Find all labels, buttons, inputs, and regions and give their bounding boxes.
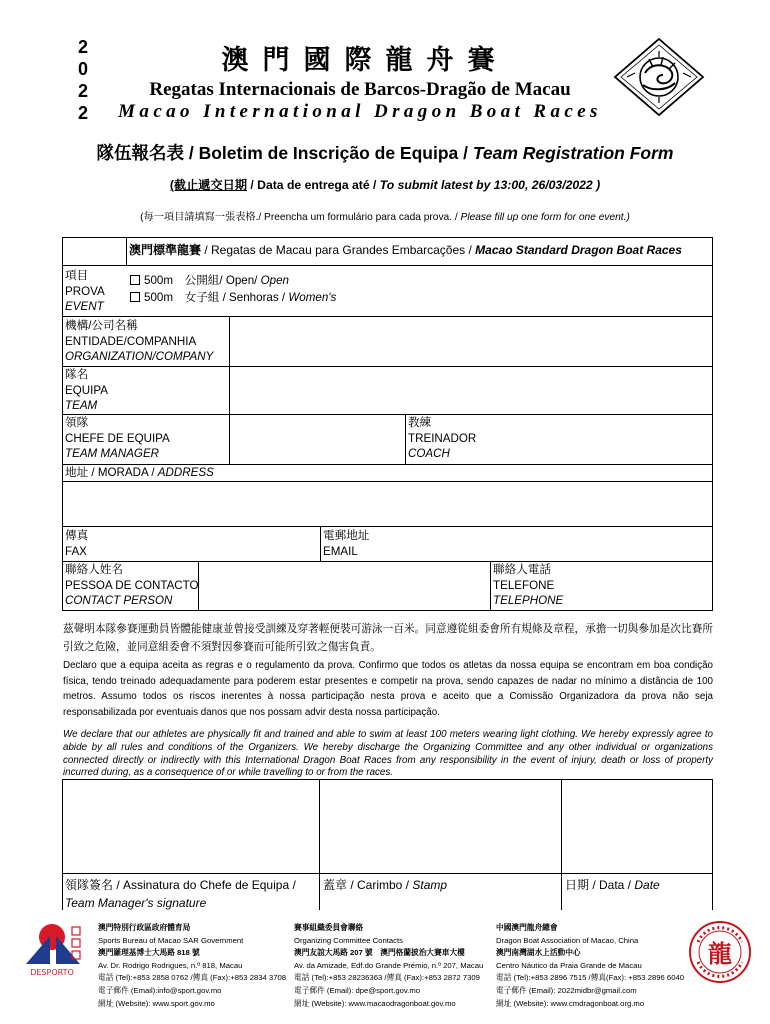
title-portuguese: Regatas Internacionais de Barcos-Dragão de Macau: [149, 79, 571, 100]
year-digit: 0: [77, 59, 88, 79]
deadline-cn: (截止遞交日期: [169, 178, 248, 192]
race-cn: 澳門標準龍賽: [129, 243, 202, 257]
organization-label: [65, 318, 230, 365]
email-label-cn: 電郵地址: [323, 529, 370, 542]
deadline-pt: / Data de entrega até /: [247, 178, 380, 192]
phone-label-cn: 聯絡人電話: [493, 563, 551, 576]
event-label-cn: 項目: [65, 269, 89, 282]
contact-person-label: [65, 562, 200, 609]
note-en: Please fill up one form for one event.): [460, 212, 630, 223]
fax-label: [65, 528, 185, 559]
deadline-notice: [0, 176, 770, 193]
footer-col3-line: 網址 (Website): www.cmdragonboat.org.mo: [496, 998, 645, 1008]
option-open-en: Open: [260, 274, 289, 287]
table-border: [62, 237, 63, 611]
stamp-label: [323, 876, 558, 894]
table-border: [62, 526, 713, 527]
form-title-en: Team Registration Form: [472, 143, 674, 163]
declaration-chinese: 茲聲明本隊參賽運動員皆體能健康並曾接受訓練及穿著輕便裝可游泳一百米。同意遵從組委會所有規條及章程，承擔一切與參加是次比賽所引致之危險，並同意組委會不須對因參賽而可能所引致之傷害負責。: [63, 623, 713, 653]
svg-text:龍: 龍: [708, 939, 732, 968]
manager-label-cn: 領隊: [65, 416, 89, 429]
footer-col2-line: 賽事組織委員會聯絡: [294, 923, 364, 932]
coach-label: [408, 415, 508, 462]
organization-field[interactable]: [231, 318, 711, 365]
signature-label-en: Team Manager's signature: [65, 896, 207, 910]
footer-col3-line: Dragon Boat Association of Macao, China: [496, 935, 639, 945]
contact-label-pt: PESSOA DE CONTACTO: [65, 578, 199, 592]
event-label-pt: PROVA: [65, 284, 105, 298]
contact-person-field[interactable]: [200, 563, 489, 609]
table-border: [62, 265, 713, 266]
stamp-box[interactable]: [321, 781, 560, 872]
race-pt: / Regatas de Macau para Grandes Embarcações /: [201, 243, 476, 257]
footer-dragon-boat-association: [496, 922, 684, 1010]
footer-col1-line: 電話 (Tel):+853 2858 0762 /傳真 (Fax):+853 2834 3708: [98, 973, 287, 983]
title-chinese: 澳門國際龍舟賽: [221, 45, 509, 76]
table-border: [62, 779, 713, 780]
race-category-header: [129, 243, 709, 259]
team-label-cn: 隊名: [65, 368, 89, 381]
footer-col1-line: 電子郵件 (Email):info@sport.gov.mo: [98, 985, 222, 995]
logo-caption: DESPORTO: [30, 968, 74, 977]
table-border: [126, 237, 127, 266]
table-border: [319, 779, 320, 910]
coach-label-pt: TREINADOR: [408, 431, 477, 445]
signature-label-text: 領隊簽名 / Assinatura do Chefe de Equipa /: [65, 878, 296, 892]
contact-label-cn: 聯絡人姓名: [65, 563, 123, 576]
manager-label: [65, 415, 225, 462]
manager-signature-box[interactable]: [64, 781, 318, 872]
form-title-cn: 隊伍報名表: [96, 143, 185, 163]
deadline-en: To submit latest by 13:00, 26/03/2022 ): [379, 178, 601, 192]
team-field[interactable]: [231, 368, 711, 413]
phone-label-en: TELEPHONE: [493, 594, 564, 607]
table-border: [405, 414, 406, 465]
table-border: [62, 237, 713, 238]
year-digit: 2: [77, 103, 88, 123]
table-border: [712, 779, 713, 910]
manager-label-pt: CHEFE DE EQUIPA: [65, 431, 170, 445]
date-box[interactable]: [563, 781, 711, 872]
dragon-boat-logo: [613, 37, 705, 117]
footer-col2-line: Organizing Committee Contacts: [294, 935, 403, 945]
table-border: [561, 779, 562, 910]
footer-col2-line: 電子郵件 (Email): dpe@sport.gov.mo: [294, 985, 420, 995]
footer-col3-line: 電話 (Tel):+853 2896 7515 /傳真(Fax): +853 2896 6040: [496, 973, 685, 983]
note-text: (每一項目請填寫一張表格./ Preencha um formulário para cada prova. /: [140, 212, 461, 223]
fax-label-cn: 傳真: [65, 529, 89, 542]
contact-label-en: CONTACT PERSON: [65, 594, 173, 607]
table-border: [62, 873, 713, 874]
team-label: [65, 367, 225, 414]
footer-col1-line: Av. Dr. Rodrigo Rodrigues, n.º 818, Macau: [98, 960, 243, 970]
year-digit: 2: [77, 81, 88, 101]
footer-col1-line: 網址 (Website): www.sport.gov.mo: [98, 998, 215, 1008]
association-seal-icon: [688, 920, 752, 984]
footer-col1-line: 澳門特別行政區政府體育局: [98, 923, 191, 932]
race-en: Macao Standard Dragon Boat Races: [475, 243, 682, 257]
email-label: [323, 528, 443, 559]
coach-label-en: COACH: [408, 447, 450, 460]
footer-col2-line: 網址 (Website): www.macaodragonboat.gov.mo: [294, 998, 456, 1008]
checkbox-women[interactable]: [130, 292, 140, 302]
team-label-en: TEAM: [65, 399, 98, 412]
address-label-pt: / MORADA /: [88, 466, 158, 479]
manager-label-en: TEAM MANAGER: [65, 447, 160, 460]
declaration-portuguese: Declaro que a equipa aceita as regras e o regulamento da prova. Confirmo que todos os atletas da nossa equipa se encontram em boa condição física, tendo treinado adequadamente para poderem estar presentes e competir na prova, sendo capazes de nadar no mínimo a distância de 100 metros. Assumo todos os riscos inerentes à nossa participação nesta prova e aceito que a Comissão Organizadora da prova não seja responsabilizada por eventuais danos que nos possam advir desta nossa participação.: [63, 660, 713, 719]
event-option-open[interactable]: [130, 273, 530, 289]
team-label-pt: EQUIPA: [65, 383, 108, 397]
address-label-cn: 地址: [65, 466, 89, 479]
stamp-label-text: 蓋章 / Carimbo /: [323, 878, 413, 892]
table-border: [62, 779, 63, 910]
checkbox-open[interactable]: [130, 275, 140, 285]
table-border: [62, 316, 713, 317]
org-label-en: ORGANIZATION/COMPANY: [65, 350, 214, 363]
date-label-en: Date: [634, 878, 660, 892]
declaration-english: We declare that our athletes are physically fit and trained and able to swim at least 100 meters wearing light clothing. We hereby expressly agree to abide by all rules and conditions of the Organizers. We hereby discharge the Organizing Committee and any other individual or organizations connected directly or indirectly with this International Dragon Boat Races from any responsibility in the event of injury, death or loss of property incurred during, as a consequence of or while travelling to or from the races.: [63, 729, 713, 779]
footer-col2-line: Av. da Amizade, Edf.do Grande Prémio, n.º 207, Macau: [294, 960, 484, 970]
stamp-label-en: Stamp: [412, 878, 448, 892]
option-women-en: Women's: [288, 291, 337, 304]
option-open-label: 500m 公開組/ Open/: [144, 274, 261, 287]
table-border: [712, 237, 713, 611]
footer-col3-line: Centro Náutico da Praia Grande de Macau: [496, 960, 642, 970]
address-label-en: ADDRESS: [157, 466, 214, 479]
address-label: [65, 465, 465, 481]
manager-signature-label: [65, 876, 315, 912]
footer-col2-line: 電話 (Tel):+853 28236363 /傳真 (Fax):+853 2872 7309: [294, 973, 480, 983]
footer-col1-line: 澳門羅理基博士大馬路 818 號: [98, 948, 200, 958]
event-label: [65, 268, 125, 315]
table-border: [62, 610, 713, 611]
fax-label-en: FAX: [65, 544, 87, 558]
footer-col3-line: 澳門南灣湖水上活動中心: [496, 948, 581, 958]
address-field[interactable]: [64, 483, 711, 525]
date-label: [565, 876, 710, 894]
telephone-label: [493, 562, 593, 609]
option-women-label: 500m 女子組 / Senhoras /: [144, 291, 289, 304]
logo-vertical-text-icon: [70, 925, 84, 977]
event-label-en: EVENT: [65, 300, 104, 313]
footer-col1-line: Sports Bureau of Macao SAR Government: [98, 935, 244, 945]
manager-field[interactable]: [231, 416, 403, 463]
form-title-pt: / Boletim de Inscrição de Equipa /: [184, 143, 473, 163]
year-vertical: [72, 36, 94, 124]
phone-label-pt: TELEFONE: [493, 578, 555, 592]
year-digit: 2: [77, 37, 88, 57]
date-label-text: 日期 / Data /: [565, 878, 635, 892]
event-option-women[interactable]: [130, 290, 530, 306]
footer-sports-bureau: [98, 922, 286, 1010]
table-border: [62, 481, 713, 482]
footer-col3-line: 電子郵件 (Email): 2022midbr@gmail.com: [496, 985, 637, 995]
email-label-en: EMAIL: [323, 544, 358, 558]
table-border: [490, 561, 491, 611]
table-border: [320, 526, 321, 562]
org-label-pt: ENTIDADE/COMPANHIA: [65, 334, 197, 348]
footer-col2-line: 澳門友誼大馬路 207 號 澳門格蘭披治大賽車大樓: [294, 948, 465, 958]
footer-col3-line: 中國澳門龍舟總會: [496, 923, 558, 932]
org-label-cn: 機構/公司名稱: [65, 319, 138, 332]
title-english: Macao International Dragon Boat Races: [118, 101, 602, 122]
coach-label-cn: 教練: [408, 416, 432, 429]
footer-organizing-committee: [294, 922, 483, 1010]
form-title: [0, 140, 770, 165]
instruction-note: [0, 208, 770, 223]
